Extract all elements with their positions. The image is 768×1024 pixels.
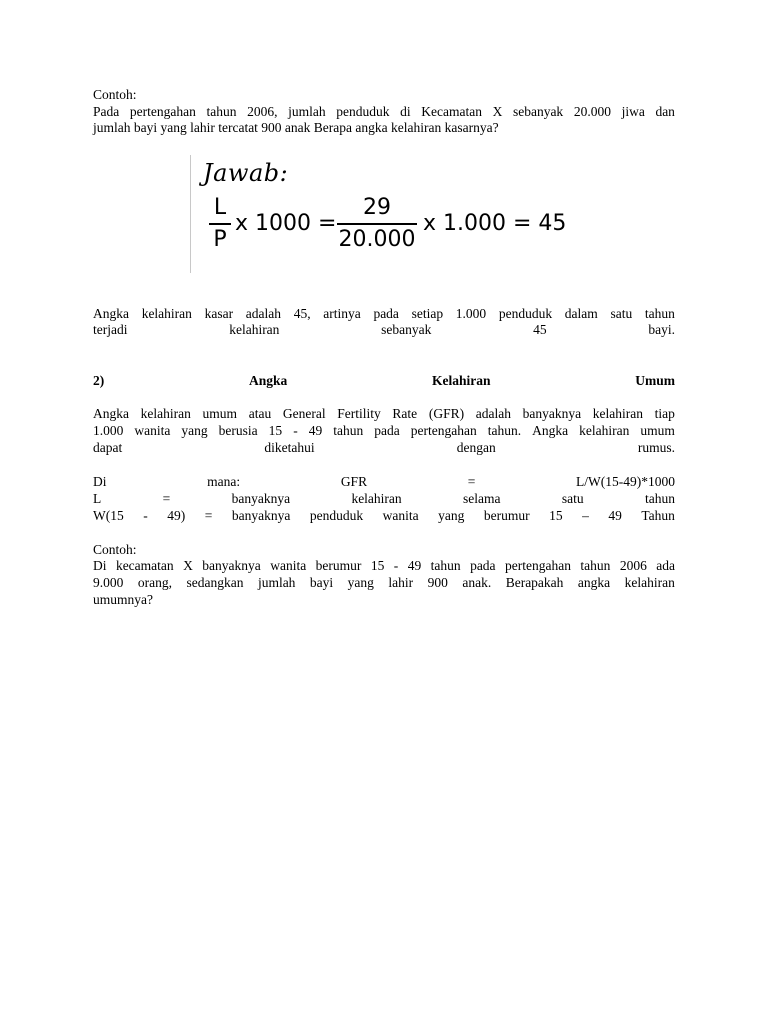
- word: yang: [181, 423, 208, 438]
- word: yang: [438, 508, 465, 523]
- word: tahun: [430, 558, 461, 573]
- word: L/W(15-49)*1000: [576, 474, 675, 489]
- word: 49: [308, 423, 323, 438]
- word: 2006,: [247, 104, 278, 119]
- word: Umum: [635, 373, 675, 388]
- word: diketahui: [264, 440, 315, 455]
- fraction-numerator: L: [213, 195, 227, 220]
- section2-title: [93, 373, 675, 389]
- word: kasar: [204, 306, 234, 321]
- word: =: [204, 508, 213, 523]
- word: -: [293, 423, 298, 438]
- definition-w: [93, 508, 675, 524]
- word: -: [143, 508, 148, 523]
- word: 20.000: [573, 104, 611, 119]
- word: kelahiran: [624, 575, 675, 590]
- word: mana:: [207, 474, 241, 489]
- word: Angka: [93, 406, 129, 421]
- word: 1.000: [93, 423, 124, 438]
- word: berumur: [483, 508, 530, 523]
- word: adalah: [245, 306, 282, 321]
- gfr-line3: [93, 440, 675, 456]
- word: Fertility: [337, 406, 381, 421]
- word: atau: [248, 406, 272, 421]
- formula-label: Jawab:: [203, 159, 289, 187]
- fraction-denominator: 20.000: [338, 227, 416, 252]
- word: banyaknya: [231, 491, 291, 506]
- word: wanita: [382, 508, 419, 523]
- word: Kelahiran: [431, 373, 491, 388]
- example2-line1: [93, 558, 675, 574]
- word: satu: [610, 306, 633, 321]
- word: tahun: [333, 423, 364, 438]
- word: X: [492, 104, 503, 119]
- word: pertengahan: [129, 104, 196, 119]
- word: General: [282, 406, 326, 421]
- word: artinya: [323, 306, 361, 321]
- cbr-line1: [93, 306, 675, 322]
- word: =: [467, 474, 476, 489]
- word: 49: [608, 508, 622, 523]
- word: W(15: [93, 508, 124, 523]
- gfr-line2: [93, 423, 675, 439]
- word: dengan: [456, 440, 496, 455]
- word: dapat: [93, 440, 123, 455]
- gfr-line1: [93, 406, 675, 422]
- word: GFR: [340, 474, 368, 489]
- word: 2): [93, 373, 105, 388]
- word: angka: [577, 575, 611, 590]
- word: pertengahan: [410, 423, 477, 438]
- word: berumur: [315, 558, 362, 573]
- word: wanita: [270, 558, 307, 573]
- word: pada: [470, 558, 496, 573]
- word: (GFR): [428, 406, 465, 421]
- fraction-denominator: P: [213, 227, 227, 252]
- word: Tahun: [641, 508, 675, 523]
- word: Angka: [248, 373, 288, 388]
- word: Angka: [532, 423, 569, 438]
- word: jumlah: [257, 575, 296, 590]
- word: banyaknya: [202, 558, 261, 573]
- word: =: [162, 491, 171, 506]
- word: kelahiran: [579, 423, 630, 438]
- word: –: [582, 508, 589, 523]
- word: Berapakah: [505, 575, 564, 590]
- word: Di: [93, 558, 107, 573]
- word: tahun.: [487, 423, 522, 438]
- word: 2006: [619, 558, 647, 573]
- word: pada: [373, 306, 399, 321]
- word: Rate: [392, 406, 418, 421]
- word: ada: [656, 558, 675, 573]
- example1-heading: Contoh:: [93, 87, 137, 102]
- word: 49): [167, 508, 186, 523]
- word: berusia: [218, 423, 258, 438]
- word: wanita: [134, 423, 171, 438]
- formula-result: x 1.000 = 45: [423, 211, 567, 236]
- word: lahir: [388, 575, 414, 590]
- word: tahun: [644, 306, 675, 321]
- word: bayi: [309, 575, 334, 590]
- word: penduduk: [309, 508, 364, 523]
- word: umum: [202, 406, 238, 421]
- cbr-line2: [93, 322, 675, 338]
- word: 15: [370, 558, 385, 573]
- word: kelahiran: [140, 406, 191, 421]
- fraction-l-over-p: [209, 195, 231, 253]
- word: satu: [561, 491, 584, 506]
- word: sebanyak: [381, 322, 432, 337]
- word: Angka: [93, 306, 129, 321]
- word: terjadi: [93, 322, 128, 337]
- formula-image: [190, 155, 575, 273]
- word: selama: [463, 491, 501, 506]
- word: tiap: [654, 406, 675, 421]
- word: -: [393, 558, 399, 573]
- definition-gfr: [93, 474, 675, 490]
- word: sedangkan: [186, 575, 244, 590]
- word: Di: [93, 474, 107, 489]
- example1-line1: [93, 104, 675, 120]
- word: 49: [407, 558, 422, 573]
- word: yang: [347, 575, 374, 590]
- word: adalah: [475, 406, 511, 421]
- word: kelahiran: [229, 322, 280, 337]
- word: L: [93, 491, 102, 506]
- example2-line2: [93, 575, 675, 591]
- word: pertengahan: [504, 558, 571, 573]
- word: 45: [533, 322, 547, 337]
- word: 900: [427, 575, 448, 590]
- word: 9.000: [93, 575, 124, 590]
- word: tahun: [206, 104, 237, 119]
- word: dan: [655, 104, 675, 119]
- fraction-bar: [209, 223, 231, 225]
- definition-l: [93, 491, 675, 507]
- word: banyaknya: [231, 508, 291, 523]
- word: tahun: [580, 558, 611, 573]
- word: jumlah: [288, 104, 326, 119]
- word: X: [183, 558, 193, 573]
- word: kecamatan: [115, 558, 174, 573]
- word: Kecamatan: [421, 104, 482, 119]
- word: tahun: [644, 491, 675, 506]
- word: 1.000: [455, 306, 487, 321]
- word: penduduk: [336, 104, 390, 119]
- fraction-numerator: 29: [363, 195, 391, 220]
- word: bayi.: [648, 322, 675, 337]
- word: rumus.: [637, 440, 675, 455]
- word: umum: [640, 423, 675, 438]
- word: setiap: [411, 306, 444, 321]
- word: kelahiran: [351, 491, 402, 506]
- example2-heading: Contoh:: [93, 542, 137, 557]
- word: orang,: [137, 575, 172, 590]
- word: sebanyak: [512, 104, 564, 119]
- word: anak.: [462, 575, 492, 590]
- word: 45,: [293, 306, 311, 321]
- word: jiwa: [621, 104, 645, 119]
- example2-line3: umumnya?: [93, 592, 153, 607]
- word: pada: [374, 423, 400, 438]
- example1-line2: jumlah bayi yang lahir tercatat 900 anak Berapa angka kelahiran kasarnya?: [93, 120, 499, 135]
- word: di: [400, 104, 411, 119]
- word: 15: [268, 423, 283, 438]
- word: penduduk: [498, 306, 553, 321]
- word: dalam: [564, 306, 598, 321]
- word: kelahiran: [592, 406, 644, 421]
- word: Pada: [93, 104, 120, 119]
- word: 15: [549, 508, 563, 523]
- fraction-29-over-20000: [337, 195, 417, 253]
- formula-multiplier-1: x 1000 =: [235, 211, 337, 236]
- fraction-bar: [337, 223, 417, 225]
- word: banyaknya: [522, 406, 582, 421]
- word: kelahiran: [141, 306, 192, 321]
